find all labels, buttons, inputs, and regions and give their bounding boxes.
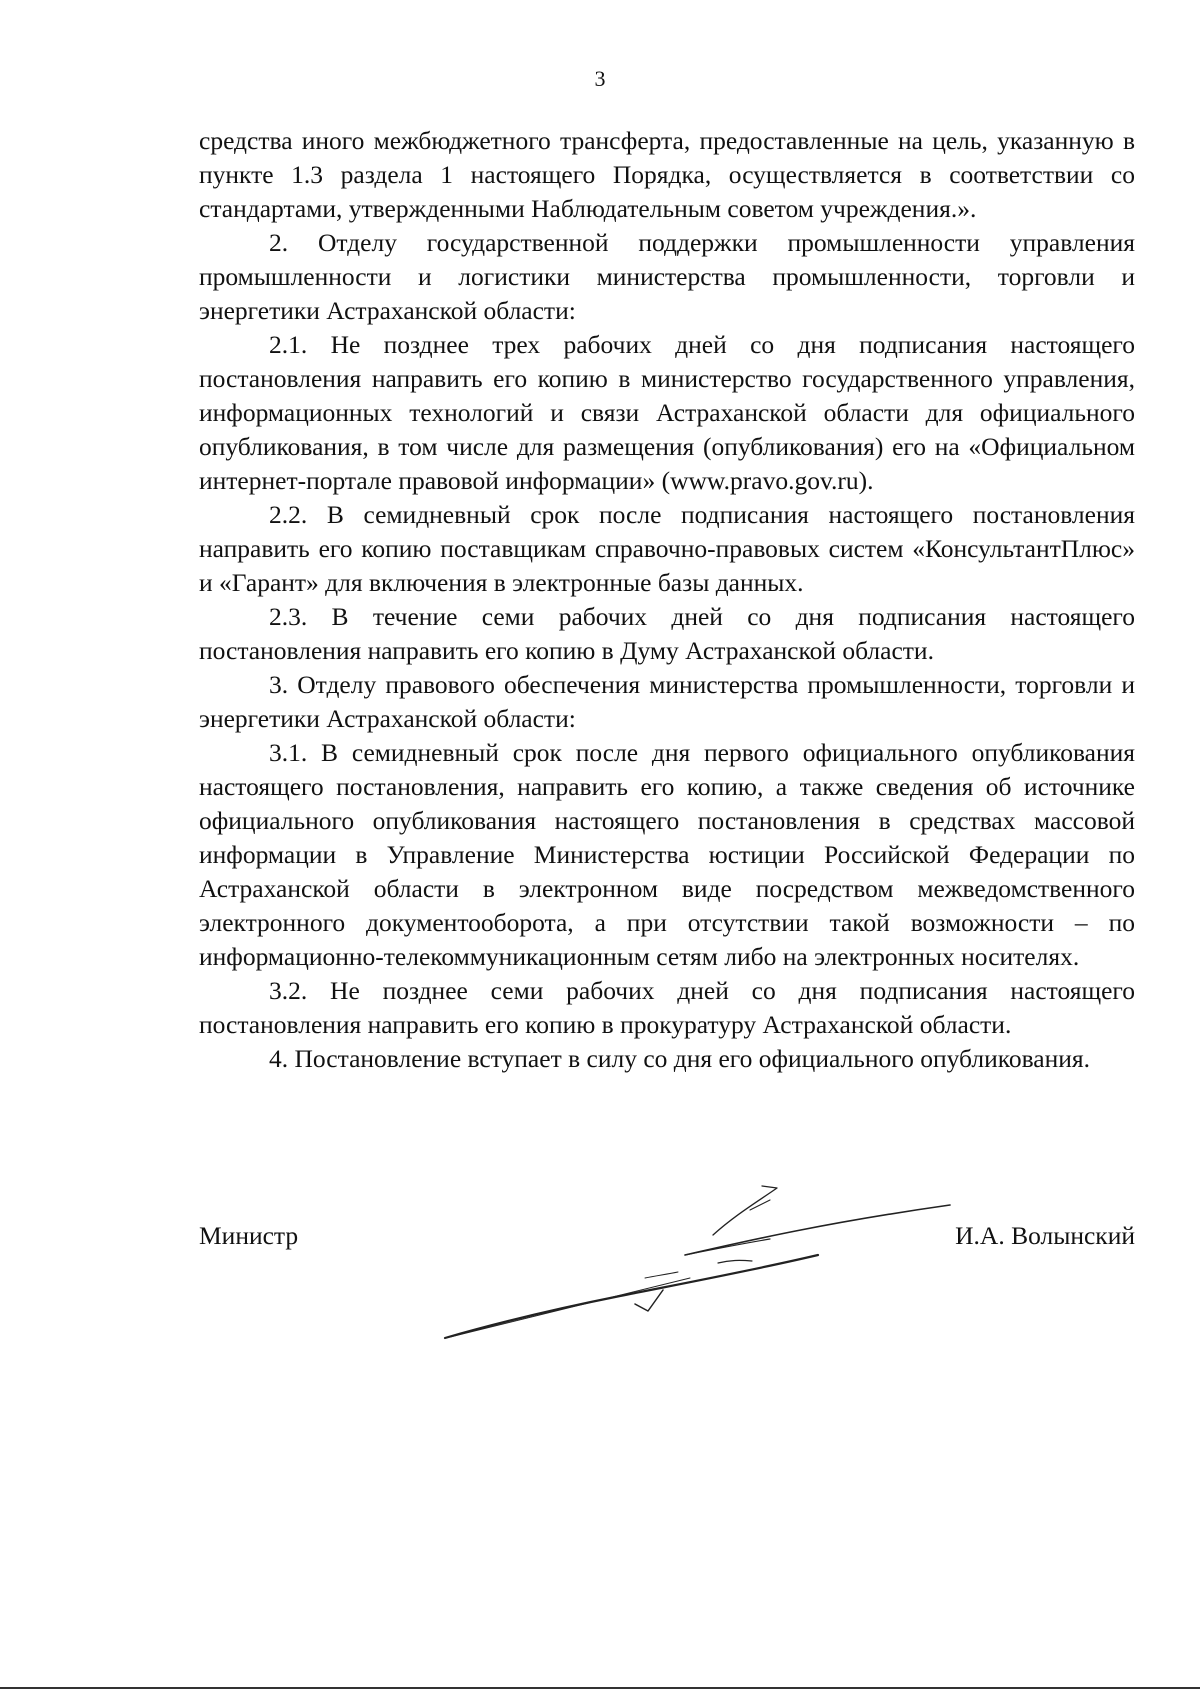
page-number: 3 bbox=[594, 66, 606, 91]
paragraph-item-2: 2. Отделу государственной поддержки промышленности управления промышленности и логистики министерства промышленности, торговли и энергетики Астраханской области: bbox=[199, 228, 1135, 325]
signatory-title: Министр bbox=[199, 1221, 299, 1250]
paragraph-item-3: 3. Отделу правового обеспечения министерства промышленности, торговли и энергетики Астраханской области: bbox=[199, 670, 1135, 733]
paragraph-item-3-1: 3.1. В семидневный срок после дня первого официального опубликования настоящего постановления, направить его копию, а также сведения об источнике официального опубликования настоящего постановления в средствах массовой информации в Управление Министерства юстиции Российской Федерации по Астраханской области в электронном виде посредством межведомственного электронного документооборота, а при отсутствии такой возможности – по информационно-телекоммуникационным сетям либо на электронных носителях. bbox=[199, 738, 1135, 971]
document-body bbox=[199, 124, 1135, 1076]
bottom-rule bbox=[0, 1687, 1200, 1689]
paragraph-item-4: 4. Постановление вступает в силу со дня его официального опубликования. bbox=[269, 1044, 1090, 1073]
paragraph-item-3-2: 3.2. Не позднее семи рабочих дней со дня подписания настоящего постановления направить его копию в прокуратуру Астраханской области. bbox=[199, 976, 1135, 1039]
handwritten-signature bbox=[430, 1160, 970, 1360]
paragraph-continuation: средства иного межбюджетного трансферта, предоставленные на цель, указанную в пункте 1.3 раздела 1 настоящего Порядка, осуществляется в соответствии со стандартами, утвержденными Наблюдательным советом учреждения.». bbox=[199, 126, 1135, 223]
paragraph-item-2-3: 2.3. В течение семи рабочих дней со дня подписания настоящего постановления направить его копию в Думу Астраханской области. bbox=[199, 602, 1135, 665]
signatory-name: И.А. Волынский bbox=[955, 1221, 1135, 1250]
paragraph-item-2-1: 2.1. Не позднее трех рабочих дней со дня подписания настоящего постановления направить его копию в министерство государственного управления, информационных технологий и связи Астраханской области для официального опубликования, в том числе для размещения (опубликования) его на «Официальном интернет-портале правовой информации» (www.pravo.gov.ru). bbox=[199, 330, 1135, 495]
paragraph-item-2-2: 2.2. В семидневный срок после подписания настоящего постановления направить его копию поставщикам справочно-правовых систем «КонсультантПлюс» и «Гарант» для включения в электронные базы данных. bbox=[199, 500, 1135, 597]
